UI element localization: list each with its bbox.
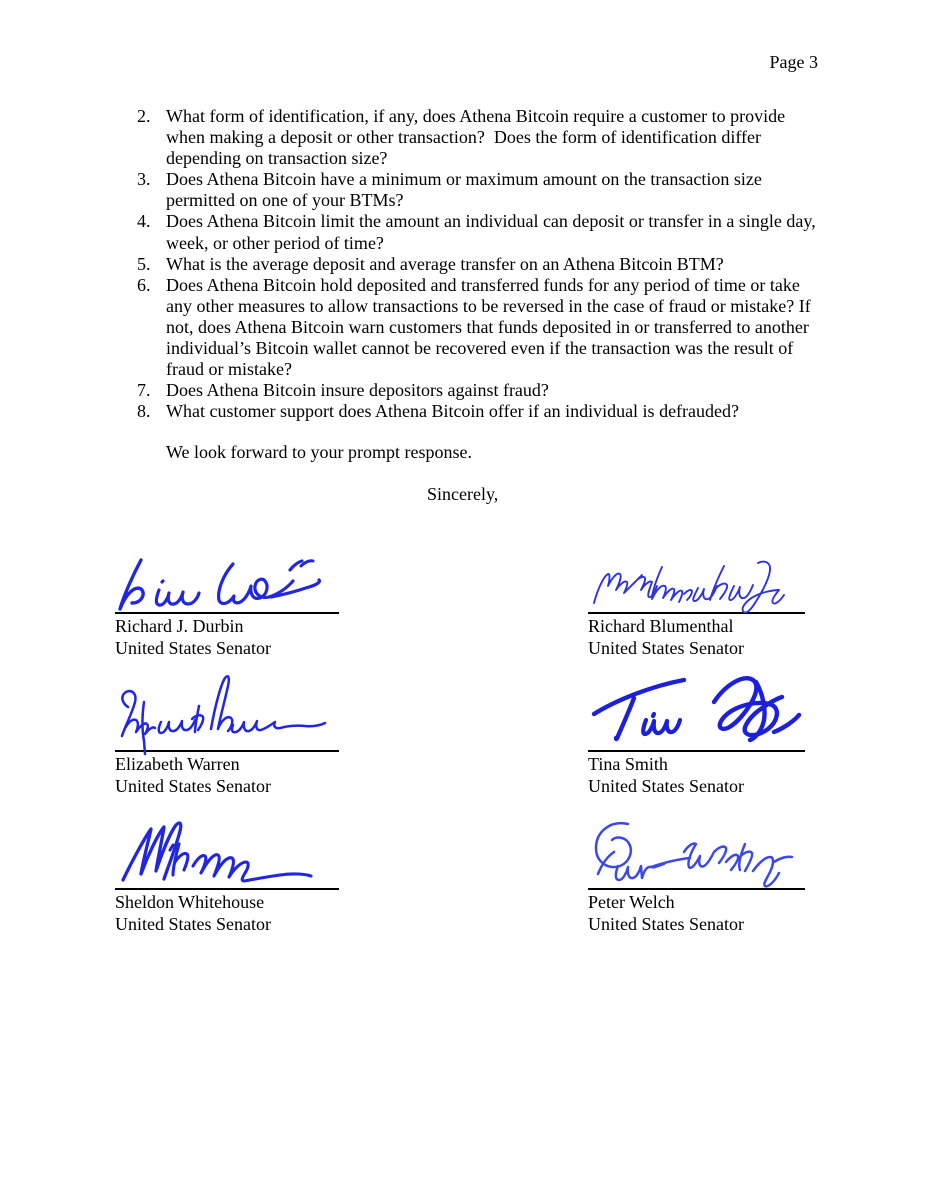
signer-title: United States Senator: [115, 776, 271, 796]
blumenthal-signature-image: [588, 553, 805, 612]
question-text: Does Athena Bitcoin have a minimum or maximum amount on the transaction size permitted on one of your BTMs?: [166, 169, 767, 211]
smith-signature-image: [588, 674, 805, 750]
signer-name: Elizabeth Warren: [115, 754, 240, 774]
question-number: 2.: [137, 106, 151, 126]
warren-signature-image: [115, 674, 339, 750]
question-number: 3.: [137, 169, 151, 190]
question-number: 7.: [137, 380, 151, 401]
question-item-3: [137, 169, 818, 211]
question-item-6: [137, 275, 818, 380]
page-number: Page 3: [769, 52, 818, 72]
signature-block-smith: [588, 674, 805, 797]
signer-name: Richard Blumenthal: [588, 616, 734, 636]
whitehouse-signature-icon: [115, 818, 339, 888]
blumenthal-signature-icon: [588, 553, 805, 612]
question-text: Does Athena Bitcoin insure depositors against fraud?: [166, 380, 549, 401]
signer-title: United States Senator: [115, 638, 271, 658]
whitehouse-signature-image: [115, 818, 339, 888]
smith-signature-icon: [588, 674, 805, 750]
valediction: Sincerely,: [427, 484, 499, 504]
signature-line: [115, 750, 339, 752]
signature-line: [588, 750, 805, 752]
warren-signature-icon: [115, 674, 339, 750]
question-text: Does Athena Bitcoin limit the amount an individual can deposit or transfer in a single day, week, or other period of time?: [166, 211, 821, 253]
signer-name: Tina Smith: [588, 754, 668, 774]
signer-title: United States Senator: [588, 914, 744, 934]
signer-name: Peter Welch: [588, 892, 675, 912]
question-number: 8.: [137, 401, 151, 422]
question-text: What is the average deposit and average transfer on an Athena Bitcoin BTM?: [166, 253, 724, 274]
durbin-signature-image: [115, 553, 339, 612]
question-text: What customer support does Athena Bitcoin offer if an individual is defrauded?: [166, 401, 740, 422]
question-number: 6.: [137, 274, 151, 295]
signer-title: United States Senator: [588, 638, 744, 658]
signature-block-whitehouse: [115, 818, 339, 935]
question-item-7: [137, 380, 818, 401]
closing-line: We look forward to your prompt response.: [166, 442, 472, 462]
signature-line: [115, 888, 339, 890]
question-text: Does Athena Bitcoin hold deposited and transferred funds for any period of time or take any other measures to allow transactions to be reversed in the case of fraud or mistake? If not, does Athena Bitcoin warn customers that funds deposited in or transferred to another individual’s Bitcoin wallet cannot be recovered even if the transaction was the result of fraud or mistake?: [166, 274, 816, 380]
durbin-signature-icon: [115, 553, 339, 612]
signer-name: Richard J. Durbin: [115, 616, 244, 636]
signature-line: [588, 888, 805, 890]
question-text: What form of identification, if any, does Athena Bitcoin require a customer to provide when making a deposit or other transaction? Does the form of identification differ depending on transaction size?: [166, 106, 790, 169]
question-number: 4.: [137, 211, 151, 232]
welch-signature-icon: [588, 818, 805, 888]
question-number: 5.: [137, 253, 151, 274]
question-item-5: [137, 254, 818, 275]
signature-line: [115, 612, 339, 614]
signature-block-blumenthal: [588, 553, 805, 659]
signature-block-welch: [588, 818, 805, 935]
signer-title: United States Senator: [588, 776, 744, 796]
signature-line: [588, 612, 805, 614]
welch-signature-image: [588, 818, 805, 888]
question-list: [137, 106, 821, 422]
question-item-2: [137, 106, 818, 169]
signature-block-warren: [115, 674, 339, 797]
signature-block-durbin: [115, 553, 339, 659]
question-item-8: [137, 401, 818, 422]
question-item-4: [137, 211, 821, 253]
signer-name: Sheldon Whitehouse: [115, 892, 265, 912]
signer-title: United States Senator: [115, 914, 271, 934]
